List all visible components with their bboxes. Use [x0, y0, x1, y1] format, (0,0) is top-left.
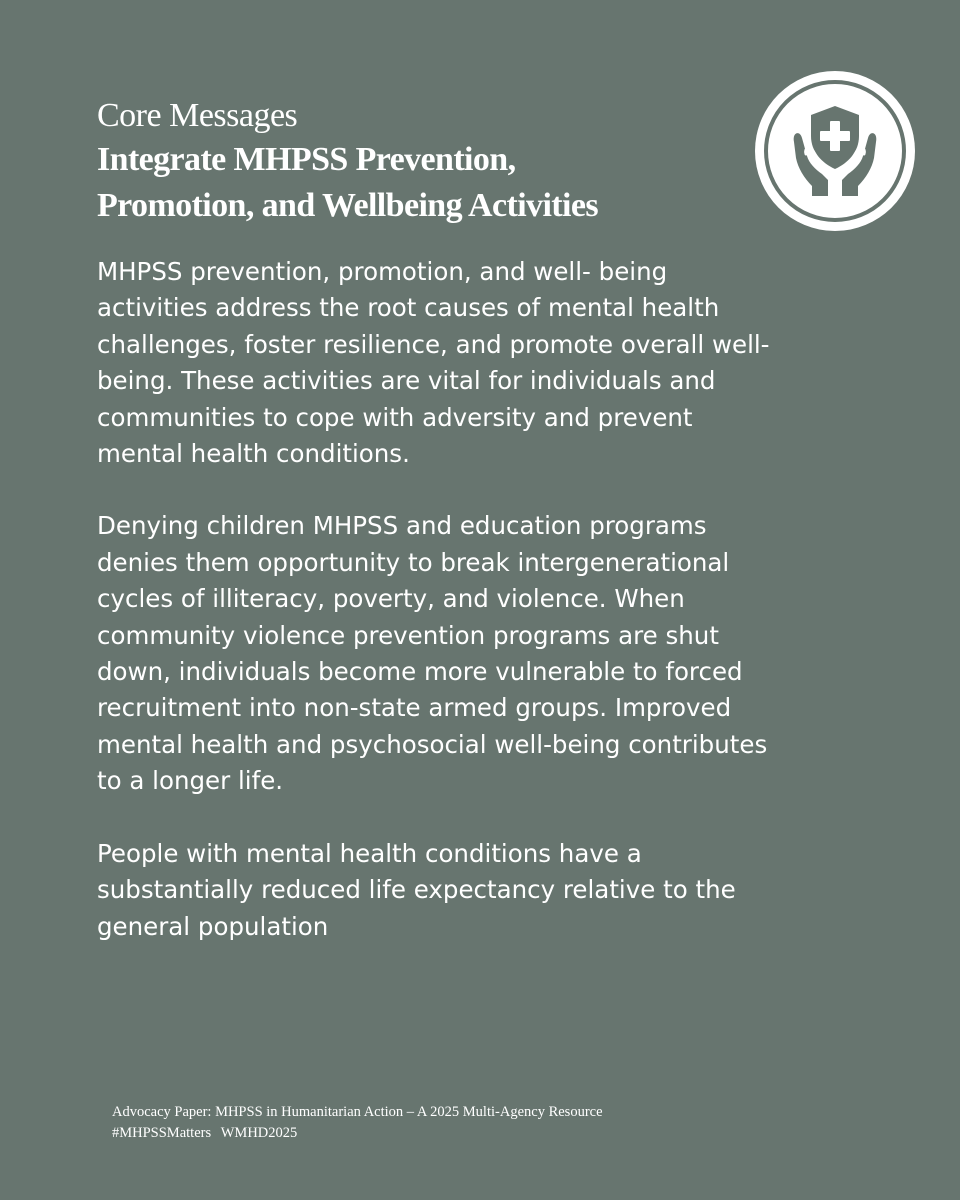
heading-block [97, 96, 737, 229]
badge [754, 70, 916, 232]
footer-hashtag: #MHPSSMatters [112, 1125, 212, 1141]
page-title-line-1: Integrate MHPSS Prevention, [97, 141, 516, 178]
page-title-line-2: Promotion, and Wellbeing Activities [97, 187, 598, 224]
footer-tags [112, 1123, 603, 1144]
footer [112, 1102, 603, 1144]
page-title [97, 137, 737, 229]
paragraph-3: People with mental health conditions have a substantially reduced life expectancy relative to the general population [97, 838, 736, 941]
section-label: Core Messages [97, 97, 298, 134]
footer-tag: WMHD2025 [220, 1125, 298, 1141]
paragraph-1: MHPSS prevention, promotion, and well- being activities address the root causes of mental health challenges, foster resilience, and promote overall well-being. These activities are vital for individuals and communities to cope with adversity and prevent mental health conditions. [97, 257, 770, 469]
body-text [97, 254, 777, 981]
paragraph-2: Denying children MHPSS and education programs denies them opportunity to break intergenerational cycles of illiteracy, poverty, and violence. When community violence prevention programs are shut down, individuals become more vulnerable to forced recruitment into non-state armed groups. Improved mental health and psychosocial well-being contributes to a longer life. [97, 511, 768, 796]
footer-source: Advocacy Paper: MHPSS in Humanitarian Action – A 2025 Multi-Agency Resource [112, 1104, 603, 1120]
hands-shield-cross-icon [754, 70, 916, 232]
